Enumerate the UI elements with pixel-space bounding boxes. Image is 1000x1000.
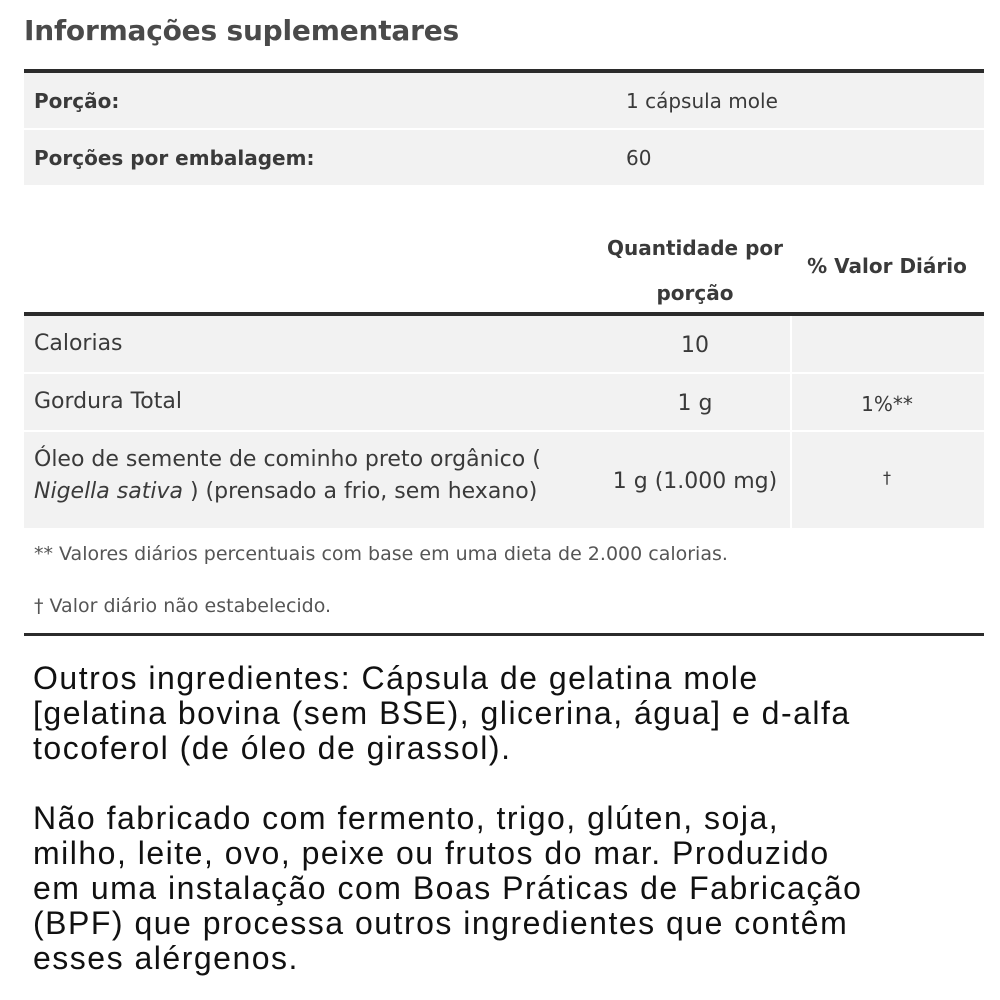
allergen-line1: Não fabricado com fermento, trigo, glúten, soja, [33,800,780,836]
nutrient-daily-value: † [883,468,891,487]
nutrient-name-line2 [34,476,541,508]
other-ingredients-line3: tocoferol (de óleo de girassol). [33,730,512,766]
servings-per-container-row [24,130,984,187]
nutrient-amount: 10 [681,333,709,358]
serving-size-row [24,73,984,130]
nutrient-row [24,432,984,530]
serving-size-value: 1 cápsula mole [626,89,778,113]
nutrient-name: Gordura Total [34,389,182,414]
footnote-daily-basis: ** Valores diários percentuais com base em uma dieta de 2.000 calorias. [34,543,728,565]
servings-per-container-label: Porções por embalagem: [34,146,315,170]
amount-header-line2: porção [656,281,734,305]
amount-per-serving-header [604,228,786,313]
daily-value-header: % Valor Diário [807,254,967,278]
other-ingredients-line1: Outros ingredientes: Cápsula de gelatina mole [33,660,759,696]
allergen-line5: esses alérgenos. [33,940,299,976]
nutrient-name: Calorias [34,331,123,356]
nutrient-row [24,374,984,432]
nutrient-name-line1: Óleo de semente de cominho preto orgânico ( [34,447,541,472]
nutrient-row [24,316,984,374]
column-divider [790,316,792,372]
other-ingredients-text [33,661,973,766]
panel-title: Informações suplementares [24,14,459,47]
allergen-line4: (BPF) que processa outros ingredientes que contêm [33,905,849,941]
footnote-not-established: † Valor diário não estabelecido. [34,595,332,617]
nutrient-name-rest: ) (prensado a frio, sem hexano) [182,479,538,504]
other-ingredients-line2: [gelatina bovina (sem BSE), glicerina, água] e d-alfa [33,695,851,731]
allergen-line2: milho, leite, ovo, peixe ou frutos do mar. Produzido [33,835,830,871]
allergen-statement-text [33,801,973,976]
servings-per-container-value: 60 [626,146,652,170]
nutrient-amount: 1 g (1.000 mg) [612,469,778,494]
nutrient-name [34,444,541,508]
serving-size-label: Porção: [34,89,120,113]
latin-name: Nigella sativa [34,479,183,504]
allergen-line3: em uma instalação com Boas Práticas de Fabricação [33,870,863,906]
nutrient-daily-value: 1%** [861,392,913,416]
amount-header-line1: Quantidade por [607,236,783,260]
nutrient-amount: 1 g [677,391,713,416]
bottom-rule [24,633,984,636]
